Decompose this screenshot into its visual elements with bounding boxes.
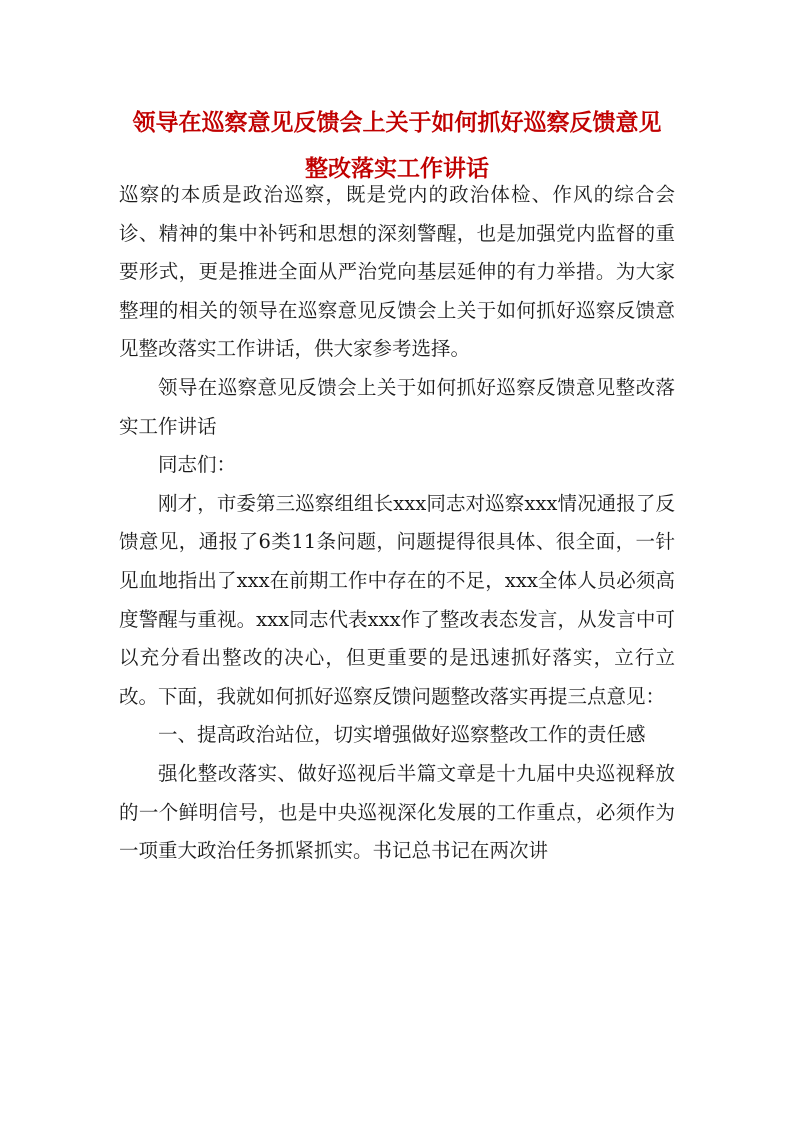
salutation-paragraph: 同志们： — [158, 453, 237, 477]
section-heading-1: 一、提高政治站位，切实增强做好巡察整改工作的责任感 — [158, 723, 646, 747]
speech-title-paragraph: 领导在巡察意见反馈会上关于如何抓好巡察反馈意见整改落实工作讲话 — [119, 375, 675, 438]
rectification-paragraph: 强化整改落实、做好巡视后半篇文章是十九届中央巡视释放的一个鲜明信号，也是中央巡视深化发展的工作重点，必须作为一项重大政治任务抓紧抓实。书记总书记在两次讲 — [119, 761, 675, 863]
intro-paragraph: 巡察的本质是政治巡察，既是党内的政治体检、作风的综合会诊、精神的集中补钙和思想的深刻警醒，也是加强党内监督的重要形式，更是推进全面从严治党向基层延伸的有力举措。为大家整理的相关的领导在巡察意见反馈会上关于如何抓好巡察反馈意见整改落实工作讲话，供大家参考选择。 — [119, 183, 675, 361]
title-line-2: 整改落实工作讲话 — [305, 155, 489, 182]
feedback-paragraph: 刚才，市委第三巡察组组长xxx同志对巡察xxx情况通报了反馈意见，通报了6类11条问题，问题提得很具体、很全面，一针见血地指出了xxx在前期工作中存在的不足，xxx全体人员必须高度警醒与重视。xxx同志代表xxx作了整改表态发言，从发言中可以充分看出整改的决心，但更重要的是迅速抓好落实，立行立改。下面，我就如何抓好巡察反馈问题整改落实再提三点意见： — [119, 491, 675, 708]
document-body — [119, 176, 675, 871]
title-line-1: 领导在巡察意见反馈会上关于如何抓好巡察反馈意见 — [132, 109, 662, 136]
